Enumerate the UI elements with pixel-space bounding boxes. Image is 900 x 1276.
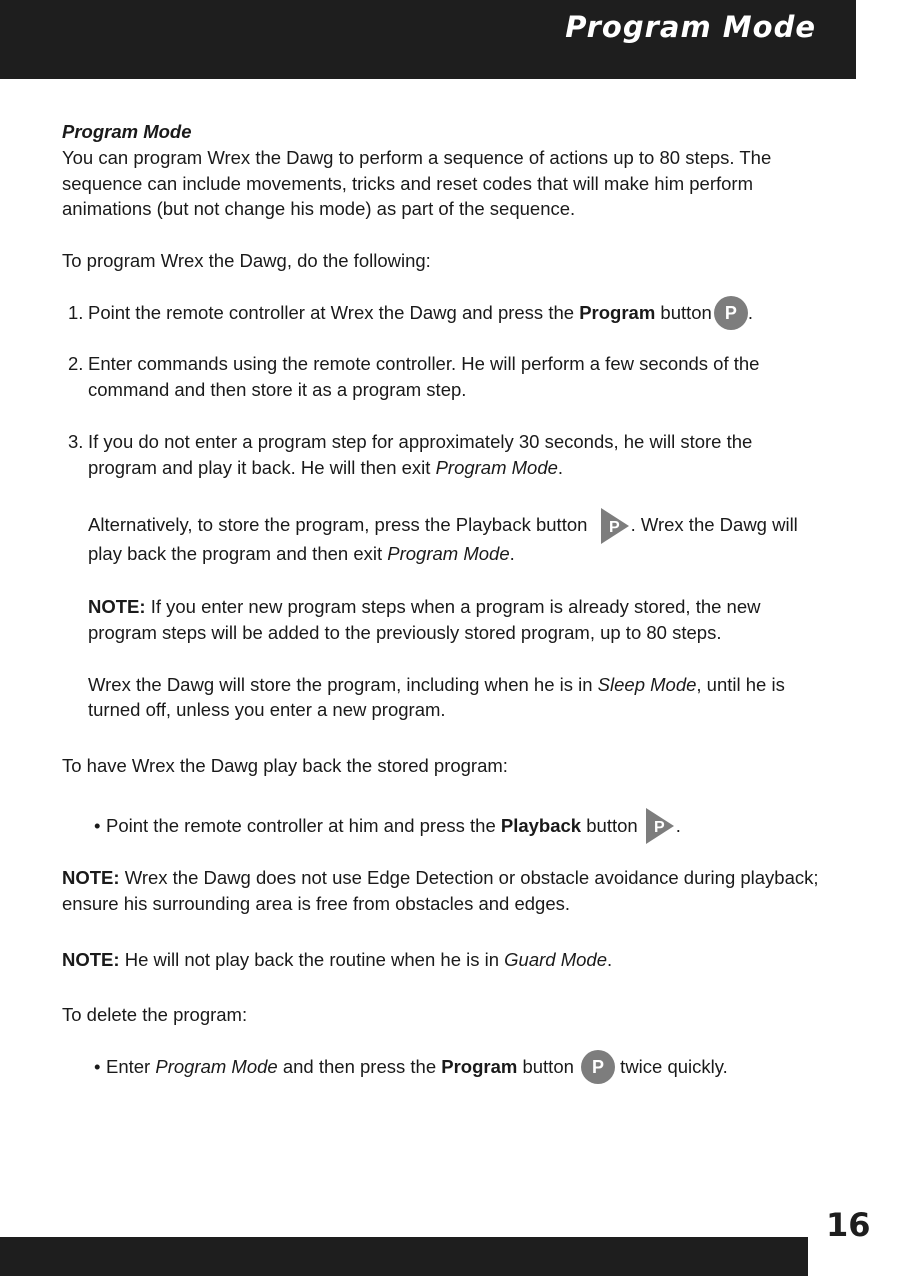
- alternative-paragraph: Alternatively, to store the program, press the Playback button P . Wrex the Dawg will play back the program and then exit Program Mode.: [62, 510, 822, 568]
- note-edge-detection: NOTE: Wrex the Dawg does not use Edge Detection or obstacle avoidance during playback; ensure his surrounding area is free from obstacles and edges.: [62, 866, 819, 914]
- delete-bullet: • Enter Program Mode and then press the Program button P twice quickly.: [62, 1054, 822, 1080]
- playback-intro: To have Wrex the Dawg play back the stored program:: [62, 755, 508, 777]
- playback-button-icon-2: [644, 807, 676, 845]
- program-button-icon-2: P: [581, 1050, 615, 1084]
- page-number: 16: [826, 1206, 871, 1244]
- step-2: 2. Enter commands using the remote controller. He will perform a few seconds of the command and then store it as a program step.: [68, 353, 760, 401]
- main-content: [62, 119, 822, 1080]
- playback-button-icon: [599, 507, 631, 545]
- footer-bar: [0, 1237, 808, 1276]
- section-title: Program Mode: [62, 121, 192, 142]
- svg-text:P: P: [608, 518, 620, 536]
- svg-text:P: P: [653, 819, 665, 837]
- howto-intro: To program Wrex the Dawg, do the following:: [62, 249, 431, 271]
- intro-paragraph: You can program Wrex the Dawg to perform a sequence of actions up to 80 steps. The sequence can include movements, tricks and reset codes that will make him perform animations (but not change his mode) as part of the sequence.: [62, 146, 772, 220]
- store-paragraph: Wrex the Dawg will store the program, including when he is in Sleep Mode, until he is turned off, unless you enter a new program.: [88, 673, 785, 721]
- header-bar: [0, 0, 856, 79]
- steps-list: [62, 300, 822, 481]
- note-guard-mode: NOTE: He will not play back the routine when he is in Guard Mode.: [62, 948, 613, 970]
- playback-bullet: • Point the remote controller at him and press the Playback button P .: [62, 813, 822, 839]
- step-3: 3. If you do not enter a program step for approximately 30 seconds, he will store the program and play it back. He will then exit Program Mode.: [68, 430, 753, 478]
- delete-intro: To delete the program:: [62, 1004, 248, 1026]
- program-button-icon: P: [714, 296, 748, 330]
- step-1: 1. Point the remote controller at Wrex the Dawg and press the Program button P .: [62, 300, 822, 326]
- note-steps: NOTE: If you enter new program steps when a program is already stored, the new program steps will be added to the previously stored program, up to 80 steps.: [88, 596, 761, 644]
- page-title: Program Mode: [565, 10, 816, 44]
